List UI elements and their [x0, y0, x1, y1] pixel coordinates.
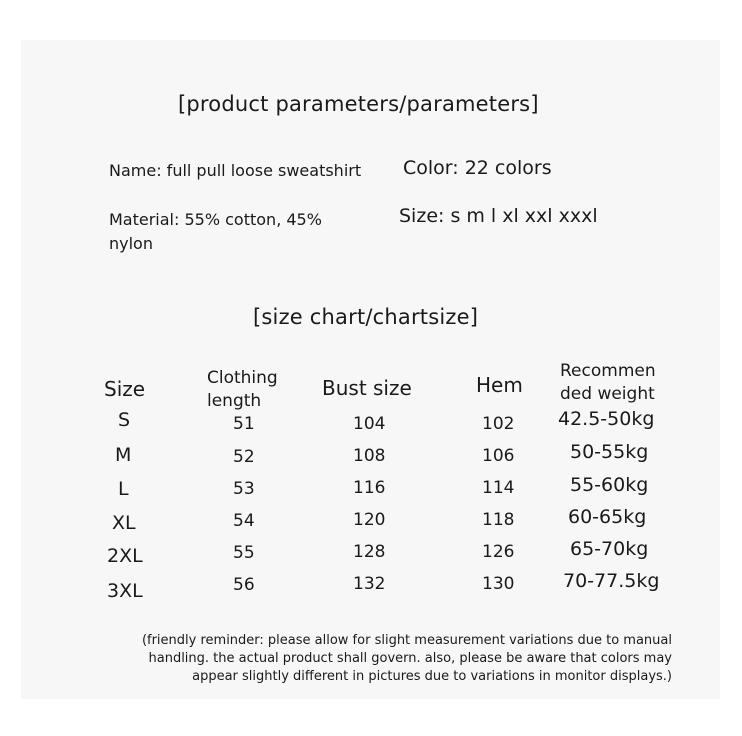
header-weight-line2: ded weight [560, 384, 655, 404]
row-length-cell: 51 [233, 414, 255, 434]
row-length-cell: 53 [233, 479, 255, 499]
row-size-cell: M [115, 444, 132, 466]
header-weight-line1: Recommen [560, 361, 656, 381]
row-bust-cell: 108 [353, 446, 386, 466]
row-weight-cell: 42.5-50kg [558, 408, 655, 430]
header-bust: Bust size [322, 376, 412, 400]
param-name: Name: full pull loose sweatshirt [109, 161, 362, 180]
row-bust-cell: 116 [353, 478, 386, 498]
row-hem-cell: 114 [482, 478, 515, 498]
row-size-cell: 3XL [107, 580, 143, 602]
row-bust-cell: 104 [353, 414, 386, 434]
product-parameters-title: [product parameters/parameters] [178, 92, 539, 116]
row-hem-cell: 130 [482, 574, 515, 594]
header-hem: Hem [476, 373, 523, 397]
param-material-line2: nylon [109, 234, 153, 253]
row-size-cell: 2XL [107, 545, 143, 567]
row-length-cell: 56 [233, 575, 255, 595]
row-hem-cell: 118 [482, 510, 515, 530]
reminder-line2: handling. the actual product shall govern. also, please be aware that colors may [148, 651, 672, 666]
row-bust-cell: 132 [353, 574, 386, 594]
row-size-cell: L [118, 478, 129, 500]
size-chart-title: [size chart/chartsize] [253, 305, 479, 329]
reminder-line1: (friendly reminder: please allow for slight measurement variations due to manual [141, 633, 672, 648]
reminder-line3: appear slightly different in pictures due to variations in monitor displays.) [192, 669, 672, 684]
param-size: Size: s m l xl xxl xxxl [399, 205, 598, 227]
header-length-line2: length [207, 391, 262, 411]
header-size: Size [104, 377, 146, 401]
row-weight-cell: 60-65kg [568, 506, 647, 528]
row-weight-cell: 50-55kg [570, 441, 649, 463]
header-length-line1: Clothing [207, 368, 278, 388]
param-material-line1: Material: 55% cotton, 45% [109, 210, 322, 229]
row-weight-cell: 70-77.5kg [563, 570, 660, 592]
param-color: Color: 22 colors [403, 157, 552, 179]
row-size-cell: XL [112, 512, 136, 534]
row-weight-cell: 55-60kg [570, 474, 649, 496]
row-hem-cell: 106 [482, 446, 515, 466]
row-hem-cell: 102 [482, 414, 515, 434]
row-length-cell: 55 [233, 543, 255, 563]
row-weight-cell: 65-70kg [570, 538, 649, 560]
row-bust-cell: 128 [353, 542, 386, 562]
row-size-cell: S [118, 409, 131, 431]
row-length-cell: 52 [233, 447, 255, 467]
row-hem-cell: 126 [482, 542, 515, 562]
row-bust-cell: 120 [353, 510, 386, 530]
row-length-cell: 54 [233, 511, 255, 531]
